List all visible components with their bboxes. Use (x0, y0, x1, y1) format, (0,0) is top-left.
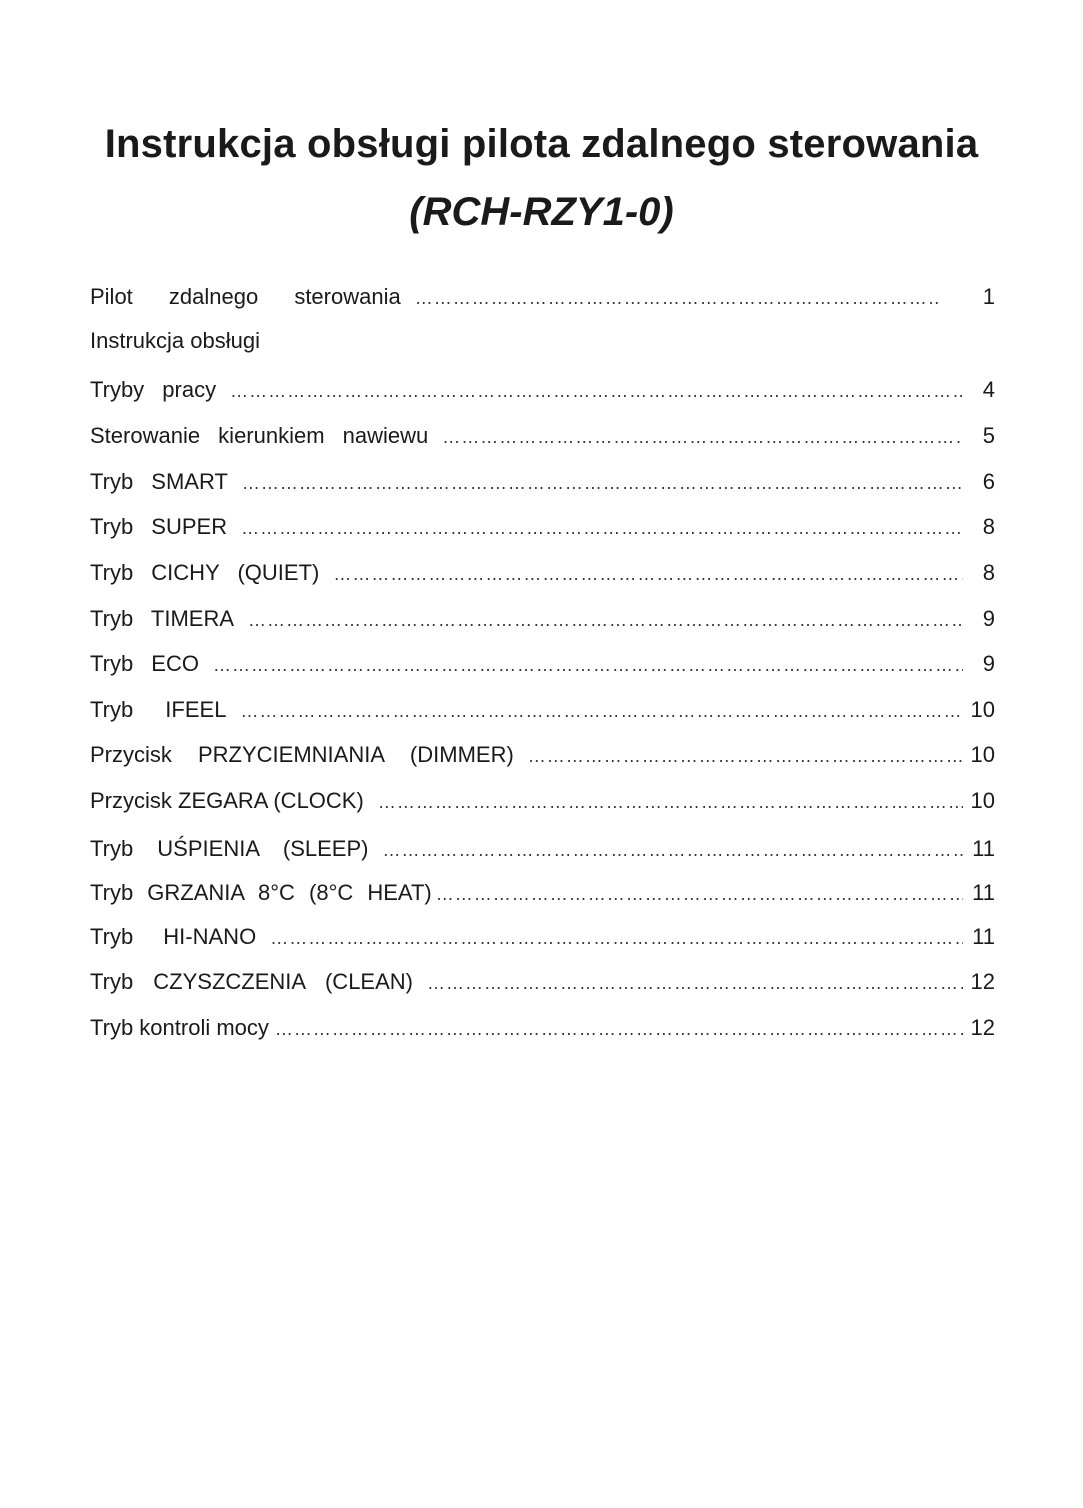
toc-entry-label: Tryb UŚPIENIA (SLEEP) (90, 836, 369, 861)
toc-entry[interactable] (90, 1013, 995, 1043)
toc-entry-label: Tryb SUPER (90, 514, 228, 539)
toc-leader-dots (242, 468, 963, 498)
toc-entry-page: 8 (982, 560, 995, 585)
toc-entry-page: 1 (982, 284, 995, 309)
toc-entry[interactable] (90, 695, 995, 725)
toc-entry[interactable] (90, 558, 995, 588)
document-title: Instrukcja obsługi pilota zdalnego sterowania (104, 122, 979, 166)
toc-entry[interactable] (90, 375, 995, 405)
toc-entry-label: Pilot zdalnego sterowania (90, 284, 401, 309)
toc-entry-page: 4 (982, 377, 995, 402)
toc-entry-label: Tryb HI-NANO (90, 924, 257, 949)
toc-entry-label: Sterowanie kierunkiem nawiewu (90, 423, 429, 448)
toc-entry-label: Instrukcja obsługi (90, 328, 260, 353)
toc-entry-page: 12 (970, 969, 995, 994)
toc-leader-dots (378, 787, 963, 817)
toc-leader-dots (415, 283, 941, 313)
toc-entry[interactable] (90, 649, 995, 679)
toc-entry-page: 10 (970, 742, 995, 767)
toc-entry[interactable] (90, 421, 995, 451)
toc-entry[interactable] (90, 467, 995, 497)
toc-leader-dots (382, 835, 963, 865)
toc-entry[interactable] (90, 834, 995, 864)
toc-leader-dots (442, 422, 963, 452)
toc-entry[interactable] (90, 282, 995, 312)
toc-entry[interactable] (90, 740, 995, 770)
toc-entry-page: 6 (982, 469, 995, 494)
toc-leader-dots (427, 968, 963, 998)
toc-entry-label: Tryb CZYSZCZENIA (CLEAN) (90, 969, 413, 994)
toc-leader-dots (241, 513, 963, 543)
toc-entry-page: 10 (970, 788, 995, 813)
toc-leader-dots (528, 741, 963, 771)
document-subtitle: (RCH-RZY1-0) (409, 190, 674, 234)
toc-entry[interactable] (90, 878, 995, 908)
toc-leader-dots (270, 923, 963, 953)
toc-entry-label: Tryb IFEEL (90, 697, 227, 722)
toc-leader-dots (275, 1014, 963, 1044)
toc-entry-label: Tryb TIMERA (90, 606, 235, 631)
toc-entry-label: Tryb GRZANIA 8°C (8°C HEAT) (90, 880, 432, 905)
toc-leader-dots (230, 376, 963, 406)
toc-entry[interactable] (90, 326, 995, 356)
toc-entry-page: 9 (982, 606, 995, 631)
toc-entry-page: 10 (970, 697, 995, 722)
toc-entry[interactable] (90, 922, 995, 952)
toc-entry[interactable] (90, 604, 995, 634)
toc-entry-page: 5 (982, 423, 995, 448)
toc-entry-page: 11 (972, 924, 995, 949)
toc-leader-dots (248, 605, 963, 635)
toc-entry[interactable] (90, 512, 995, 542)
toc-leader-dots (436, 879, 963, 909)
toc-entry[interactable] (90, 786, 995, 816)
toc-entry-label: Tryb kontroli mocy (90, 1015, 269, 1040)
toc-entry-label: Tryb ECO (90, 651, 199, 676)
toc-entry-label: Przycisk PRZYCIEMNIANIA (DIMMER) (90, 742, 514, 767)
toc-leader-dots (240, 696, 963, 726)
toc-entry-page: 11 (972, 880, 995, 905)
toc-entry-page: 11 (972, 836, 995, 861)
toc-entry[interactable] (90, 967, 995, 997)
toc-entry-label: Przycisk ZEGARA (CLOCK) (90, 788, 364, 813)
toc-entry-page: 9 (982, 651, 995, 676)
toc-entry-label: Tryb SMART (90, 469, 228, 494)
toc-entry-label: Tryby pracy (90, 377, 217, 402)
toc-leader-dots (213, 650, 963, 680)
toc-entry-page: 12 (970, 1015, 995, 1040)
toc-entry-label: Tryb CICHY (QUIET) (90, 560, 320, 585)
toc-leader-dots (333, 559, 963, 589)
toc-entry-page: 8 (982, 514, 995, 539)
